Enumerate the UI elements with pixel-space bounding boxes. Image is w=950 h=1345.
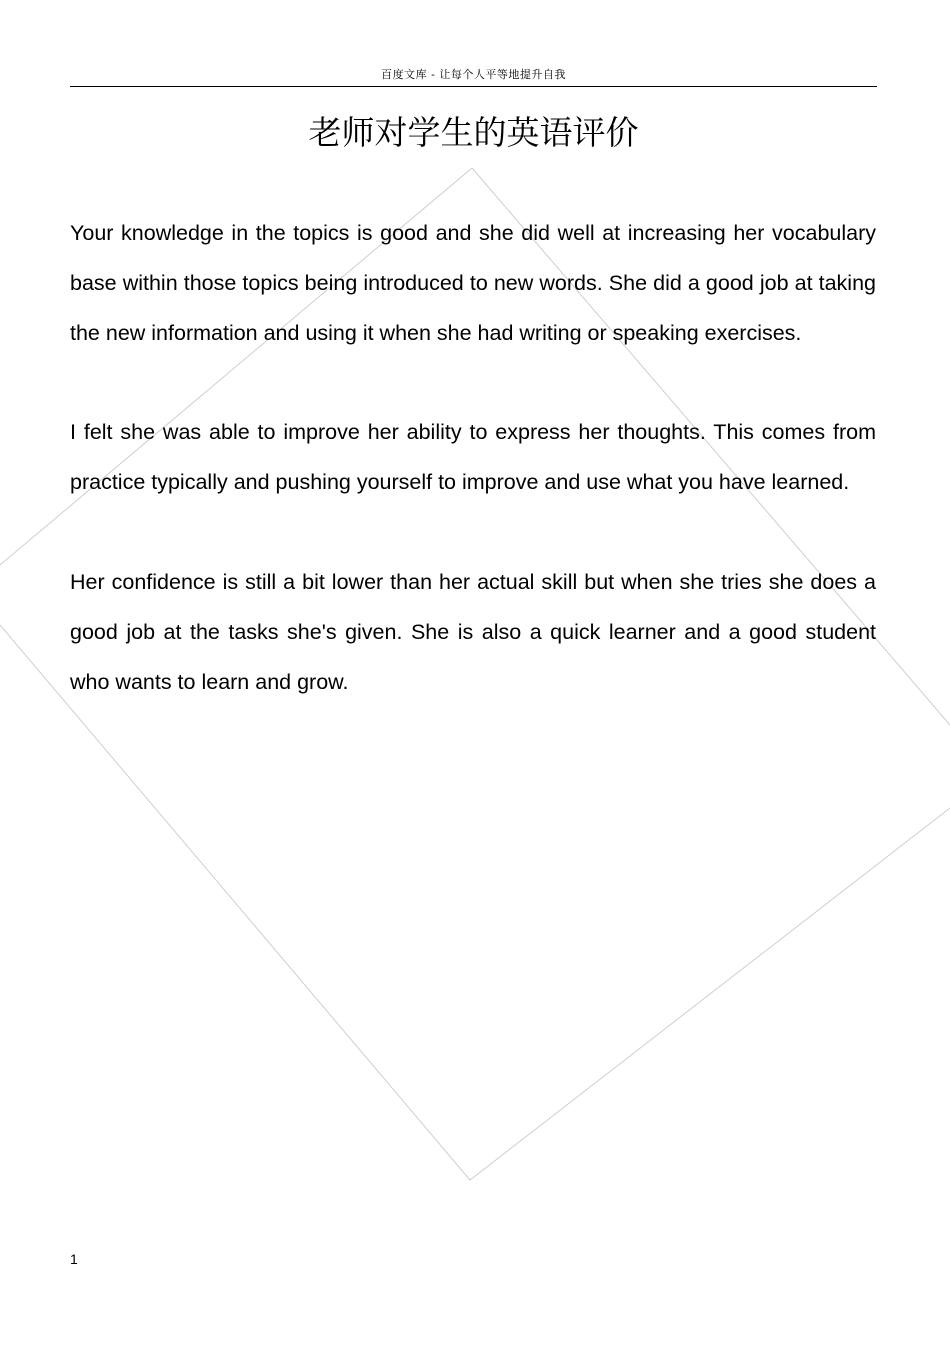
page-number: 1	[70, 1251, 78, 1267]
header-divider	[70, 86, 877, 87]
paragraph-1: Your knowledge in the topics is good and she did well at increasing her vocabulary base within those topics being introduced to new words. She did a good job at taking the new information and using it when she had writing or speaking exercises.	[70, 221, 876, 345]
page-header: 百度文库 - 让每个人平等地提升自我	[381, 68, 566, 81]
paragraph-2: I felt she was able to improve her ability to express her thoughts. This comes from practice typically and pushing yourself to improve and use what you have learned.	[70, 420, 876, 495]
paragraph-3: Her confidence is still a bit lower than her actual skill but when she tries she does a good job at the tasks she's given. She is also a quick learner and a good student who wants to learn and grow.	[70, 569, 876, 694]
document-body	[70, 209, 876, 757]
document-title: 老师对学生的英语评价	[308, 113, 639, 152]
